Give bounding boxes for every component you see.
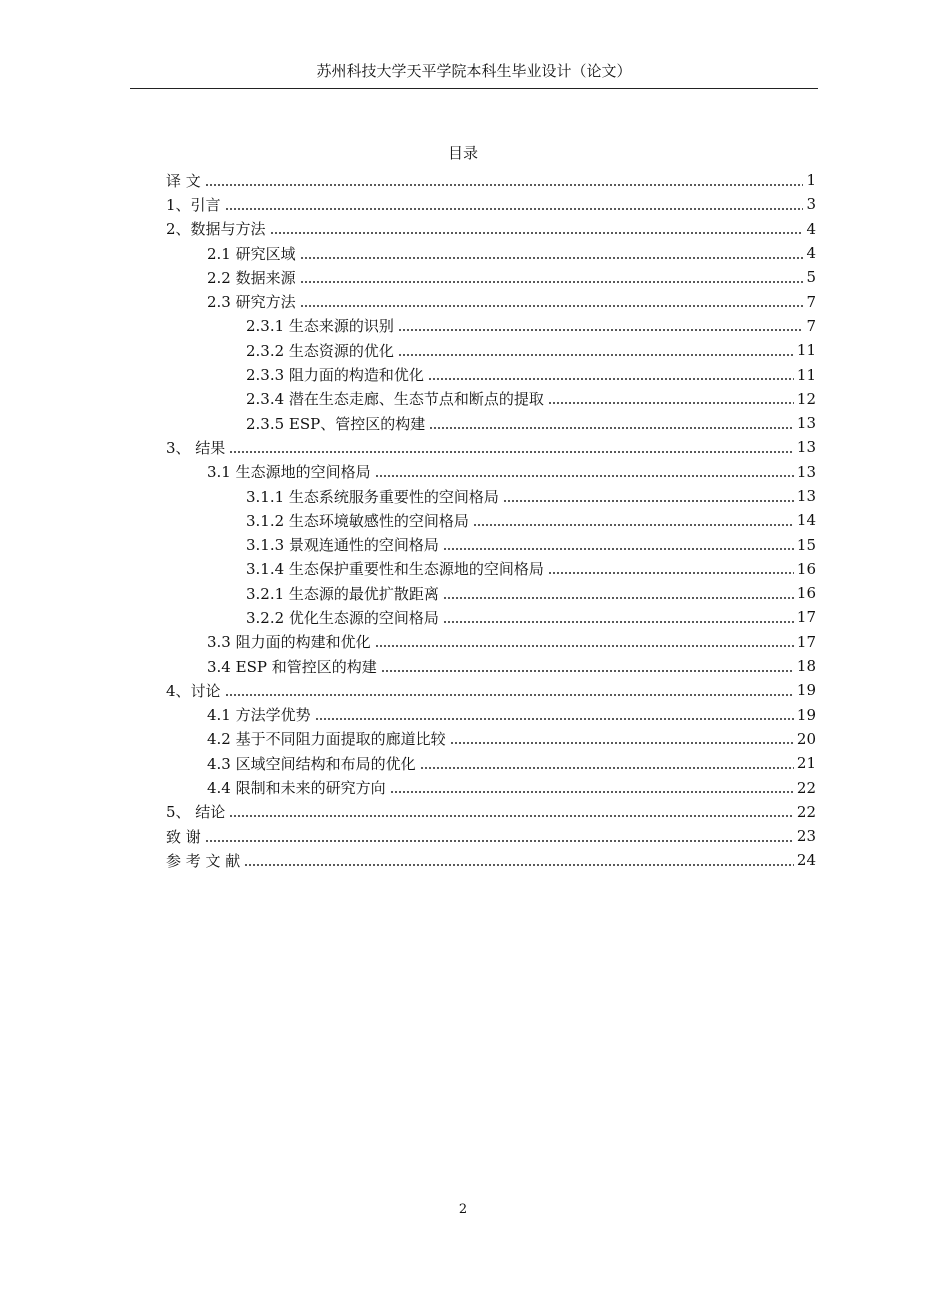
toc-entry[interactable] [166,217,816,241]
toc-entry[interactable] [166,362,816,386]
toc-dot-leader [300,305,804,307]
toc-entry[interactable] [166,192,816,216]
toc-entry[interactable] [166,168,816,192]
toc-entry-page: 13 [796,487,816,505]
toc-dot-leader [300,257,804,259]
toc-entry-page: 11 [796,341,816,360]
toc-entry-page: 16 [796,584,816,603]
running-header: 苏州科技大学天平学院本科生毕业设计（论文） [316,62,632,80]
toc-entry[interactable] [166,775,816,799]
toc-entry-page: 18 [796,657,816,676]
toc-entry-page: 23 [796,827,816,846]
toc-entry-page: 7 [806,316,816,335]
toc-entry-label: 致 谢 [166,827,201,846]
toc-entry[interactable] [166,338,816,362]
toc-dot-leader [229,815,794,817]
toc-dot-leader [225,694,794,696]
toc-dot-leader [443,548,794,550]
toc-entry[interactable] [166,678,816,702]
toc-entry-label: 2.3 研究方法 [207,293,296,312]
toc-entry-label: 3.4 ESP 和管控区的构建 [207,657,377,676]
toc-entry-label: 2.3.3 阻力面的构造和优化 [246,366,424,385]
toc-entry-label: 2、数据与方法 [166,220,266,239]
toc-entry-page: 21 [796,754,816,773]
toc-entry-label: 3.1.2 生态环境敏感性的空间格局 [246,511,469,530]
toc-entry-label: 2.1 研究区域 [207,244,296,263]
toc-entry-label: 4.4 限制和未来的研究方向 [207,779,386,798]
toc-entry-label: 3、 结果 [166,438,226,457]
toc-entry-page: 1 [806,171,816,190]
toc-entry-label: 3.2.2 优化生态源的空间格局 [246,608,439,627]
toc-entry[interactable] [166,605,816,629]
toc-entry[interactable] [166,265,816,289]
toc-entry-label: 3.1.4 生态保护重要性和生态源地的空间格局 [246,560,544,579]
toc-dot-leader [375,645,794,647]
toc-dot-leader [398,329,804,331]
toc-entry-page: 7 [806,292,816,311]
toc-entry[interactable] [166,411,816,435]
toc-entry-label: 3.1.1 生态系统服务重要性的空间格局 [246,487,499,506]
table-of-contents [166,168,816,873]
toc-dot-leader [503,500,794,502]
header-rule [130,88,818,89]
toc-entry-page: 3 [806,195,816,214]
toc-dot-leader [398,354,794,356]
toc-entry-label: 2.2 数据来源 [207,268,296,287]
toc-title: 目录 [447,144,478,162]
toc-dot-leader [375,475,794,477]
toc-entry-page: 15 [796,535,816,554]
toc-entry[interactable] [166,289,816,313]
toc-entry-label: 1、引言 [166,195,221,214]
toc-entry-page: 22 [796,802,816,821]
toc-entry[interactable] [166,532,816,556]
toc-entry[interactable] [166,800,816,824]
toc-entry[interactable] [166,824,816,848]
toc-entry[interactable] [166,727,816,751]
toc-dot-leader [205,840,794,842]
toc-entry-page: 4 [806,244,816,263]
toc-entry-page: 17 [796,632,816,651]
toc-entry[interactable] [166,460,816,484]
toc-entry-page: 19 [796,681,816,700]
toc-entry-page: 14 [796,511,816,530]
toc-entry-page: 13 [796,414,816,433]
toc-entry[interactable] [166,387,816,411]
toc-dot-leader [300,281,804,283]
toc-entry[interactable] [166,435,816,459]
toc-entry-label: 2.3.2 生态资源的优化 [246,341,394,360]
toc-entry-page: 19 [796,705,816,724]
toc-dot-leader [420,767,794,769]
toc-entry-page: 5 [806,268,816,287]
toc-entry-page: 13 [796,462,816,481]
toc-entry-label: 4.3 区域空间结构和布局的优化 [207,754,416,773]
toc-entry[interactable] [166,508,816,532]
toc-entry-label: 4.1 方法学优势 [207,706,311,725]
toc-dot-leader [229,451,794,453]
toc-dot-leader [450,742,794,744]
toc-entry-page: 13 [796,438,816,457]
toc-entry-label: 3.1.3 景观连通性的空间格局 [246,536,439,555]
toc-dot-leader [429,427,794,429]
toc-entry-label: 2.3.5 ESP、管控区的构建 [246,414,426,433]
toc-entry-label: 4、讨论 [166,681,221,700]
toc-entry[interactable] [166,848,816,872]
toc-dot-leader [381,670,794,672]
toc-entry-page: 12 [796,389,816,408]
toc-entry[interactable] [166,654,816,678]
toc-entry-label: 译 文 [166,171,201,190]
toc-entry[interactable] [166,314,816,338]
toc-entry-label: 2.3.1 生态来源的识别 [246,317,394,336]
page-number: 2 [458,1202,468,1217]
toc-entry[interactable] [166,557,816,581]
toc-dot-leader [205,184,804,186]
toc-dot-leader [428,378,794,380]
toc-entry-page: 11 [796,365,816,384]
toc-entry-page: 22 [796,778,816,797]
toc-dot-leader [548,572,794,574]
toc-entry[interactable] [166,241,816,265]
toc-dot-leader [473,524,794,526]
toc-entry-page: 24 [796,851,816,870]
toc-entry-label: 5、 结论 [166,803,226,822]
toc-entry-label: 参 考 文 献 [166,851,241,870]
toc-entry-page: 20 [796,729,816,748]
toc-entry-label: 3.1 生态源地的空间格局 [207,463,371,482]
toc-entry[interactable] [166,484,816,508]
toc-dot-leader [390,791,794,793]
toc-dot-leader [244,864,794,866]
toc-entry[interactable] [166,751,816,775]
toc-entry[interactable] [166,630,816,654]
toc-entry-label: 4.2 基于不同阻力面提取的廊道比较 [207,730,446,749]
toc-entry[interactable] [166,703,816,727]
toc-entry[interactable] [166,581,816,605]
toc-dot-leader [443,597,794,599]
toc-dot-leader [443,621,794,623]
toc-entry-page: 16 [796,559,816,578]
toc-entry-page: 17 [796,608,816,627]
toc-dot-leader [315,718,794,720]
toc-dot-leader [270,232,804,234]
toc-entry-label: 3.2.1 生态源的最优扩散距离 [246,584,439,603]
toc-entry-label: 2.3.4 潜在生态走廊、生态节点和断点的提取 [246,390,544,409]
toc-dot-leader [225,208,804,210]
toc-entry-page: 4 [806,219,816,238]
toc-entry-label: 3.3 阻力面的构建和优化 [207,633,371,652]
toc-dot-leader [548,402,794,404]
